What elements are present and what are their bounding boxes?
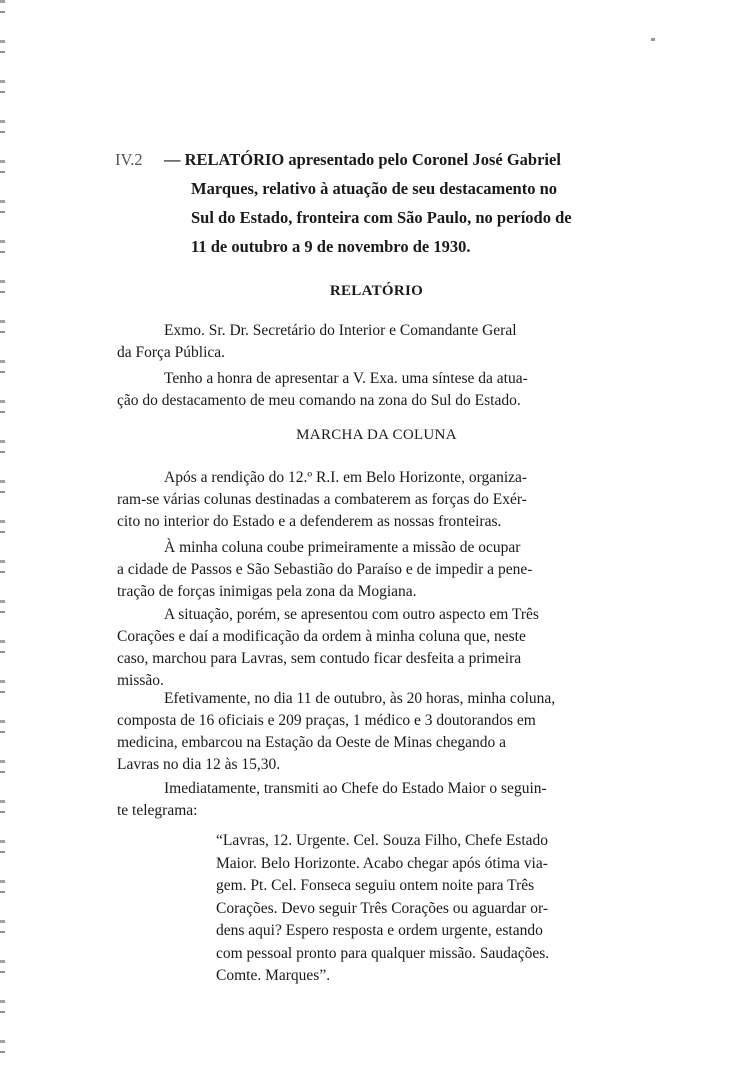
paragraph-3: A situação, porém, se apresentou com outro aspecto em Três Corações e daí a modificação da ordem à minha coluna que, neste caso, marchou para Lavras, sem contudo ficar desfeita a primeira missão. — [117, 606, 539, 689]
section-number: IV.2 — [115, 150, 143, 169]
telegram-quote: “Lavras, 12. Urgente. Cel. Souza Filho, Chefe Estado Maior. Belo Horizonte. Acabo chegar após ótima via- gem. Pt. Cel. Fonseca seguiu ontem noite para Três Corações. Devo seguir Três Corações ou aguardar or- dens aqui? Espero resposta e ordem urgente, estando com pessoal pronto para qualquer missão. Saudações. Comte. Marques”. — [216, 832, 550, 984]
intro-paragraph: Tenho a honra de apresentar a V. Exa. uma síntese da atua- ção do destacamento de meu comando na zona do Sul do Estado. — [117, 370, 528, 409]
report-title: RELATÓRIO — [329, 283, 424, 299]
heading-line-2: Marques, relativo à atuação de seu destacamento no — [191, 179, 558, 198]
heading-line-4: 11 de outubro a 9 de novembro de 1930. — [191, 237, 471, 256]
heading-line-3: Sul do Estado, fronteira com São Paulo, no período de — [191, 208, 572, 227]
heading-line-1: IV.2 — RELATÓRIO apresentado pelo Coronel José Gabriel — [115, 145, 655, 174]
paragraph-2: À minha coluna coube primeiramente a missão de ocupar a cidade de Passos e São Sebastião do Paraíso e de impedir a pene- tração de forças inimigas pela zona da Mogiana. — [117, 539, 533, 600]
salutation: Exmo. Sr. Dr. Secretário do Interior e Comandante Geral da Força Pública. — [117, 322, 517, 361]
paragraph-5: Imediatamente, transmiti ao Chefe do Estado Maior o seguin- te telegrama: — [117, 780, 547, 819]
document-heading — [115, 145, 655, 261]
section-title: MARCHA DA COLUNA — [296, 427, 457, 443]
scan-edge — [0, 0, 5, 1072]
paragraph-1: Após a rendição do 12.º R.I. em Belo Horizonte, organiza- ram-se várias colunas destinadas a combaterem as forças do Exér- cito no interior do Estado e a defenderem as nossas fronteiras. — [117, 469, 528, 530]
scan-speck — [651, 38, 655, 41]
paragraph-4: Efetivamente, no dia 11 de outubro, às 20 horas, minha coluna, composta de 16 oficiais e 209 praças, 1 médico e 3 doutorandos em medicina, embarcou na Estação da Oeste de Minas chegando a Lavras no dia 12 às 15,30. — [117, 690, 556, 773]
